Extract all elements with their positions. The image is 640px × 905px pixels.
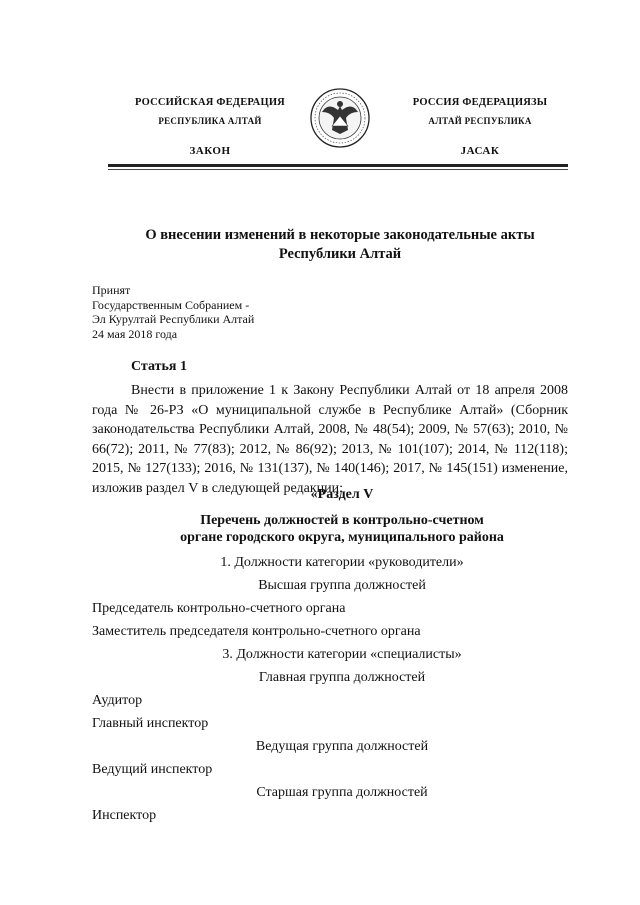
category-3-heading: 3. Должности категории «специалисты»: [222, 647, 462, 662]
position-chief-inspector: Главный инспектор: [92, 716, 209, 731]
header-right-block: [390, 96, 570, 158]
adoption-date: 24 мая 2018 года: [92, 326, 178, 341]
header-right-country: РОССИЯ ФЕДЕРАЦИЯЗЫ: [412, 97, 548, 108]
title-line-2: Республики Алтай: [278, 246, 402, 262]
category-1-heading: 1. Должности категории «руководители»: [220, 555, 464, 570]
position-chair: Председатель контрольно-счетного органа: [92, 601, 346, 616]
adoption-block: [92, 283, 254, 341]
article-heading: Статья 1: [131, 359, 187, 374]
header-left-doc-type: ЗАКОН: [189, 145, 231, 157]
document-title: [90, 226, 590, 264]
header-left-republic: РЕСПУБЛИКА АЛТАЙ: [158, 116, 262, 126]
section-subheading-line-1: Перечень должностей в контрольно-счетном: [200, 513, 484, 528]
group-senior-heading: Старшая группа должностей: [256, 785, 428, 800]
group-high-heading: Высшая группа должностей: [258, 578, 426, 593]
adoption-line-1: Принят: [92, 283, 131, 297]
header-right-doc-type: JАСАК: [460, 145, 500, 157]
group-main-heading: Главная группа должностей: [258, 670, 426, 685]
header-divider-thick: [108, 164, 568, 167]
adoption-line-2: Государственным Собранием -: [92, 297, 250, 312]
position-leading-inspector: Ведущий инспектор: [92, 762, 213, 777]
header-divider-thin: [108, 169, 568, 170]
position-deputy-chair: Заместитель председателя контрольно-счетного органа: [92, 624, 421, 639]
group-leading-heading: Ведущая группа должностей: [255, 739, 429, 754]
position-inspector: Инспектор: [92, 808, 157, 823]
adoption-line-3: Эл Курултай Республики Алтай: [92, 312, 255, 326]
section-heading: «Раздел V: [310, 487, 374, 502]
header-right-republic: АЛТАЙ РЕСПУБЛИКА: [428, 116, 532, 126]
article-paragraph: Внести в приложение 1 к Закону Республики Алтай от 18 апреля 2008 года № 26-РЗ «О муниципальной службе в Республике Алтай» (Сборник законодательства Республики Алтай, 2008, № 48(54); 2009, № 57(63); 2010, № 66(72); 2011, № 77(83); 2012, № 86(92); 2013, № 101(107); 2014, № 112(118); 2015, № 127(133); 2016, № 131(137), № 140(146); 2017, № 145(151) изменение, изложив раздел V в следующей редакции:: [92, 383, 568, 496]
section-subheading-line-2: органе городского округа, муниципального района: [180, 530, 504, 545]
header-left-block: [120, 96, 300, 158]
position-auditor: Аудитор: [92, 693, 143, 708]
coat-of-arms-emblem: [308, 86, 372, 150]
title-line-1: О внесении изменений в некоторые законодательные акты: [145, 227, 535, 243]
header-left-country: РОССИЙСКАЯ ФЕДЕРАЦИЯ: [135, 97, 285, 108]
